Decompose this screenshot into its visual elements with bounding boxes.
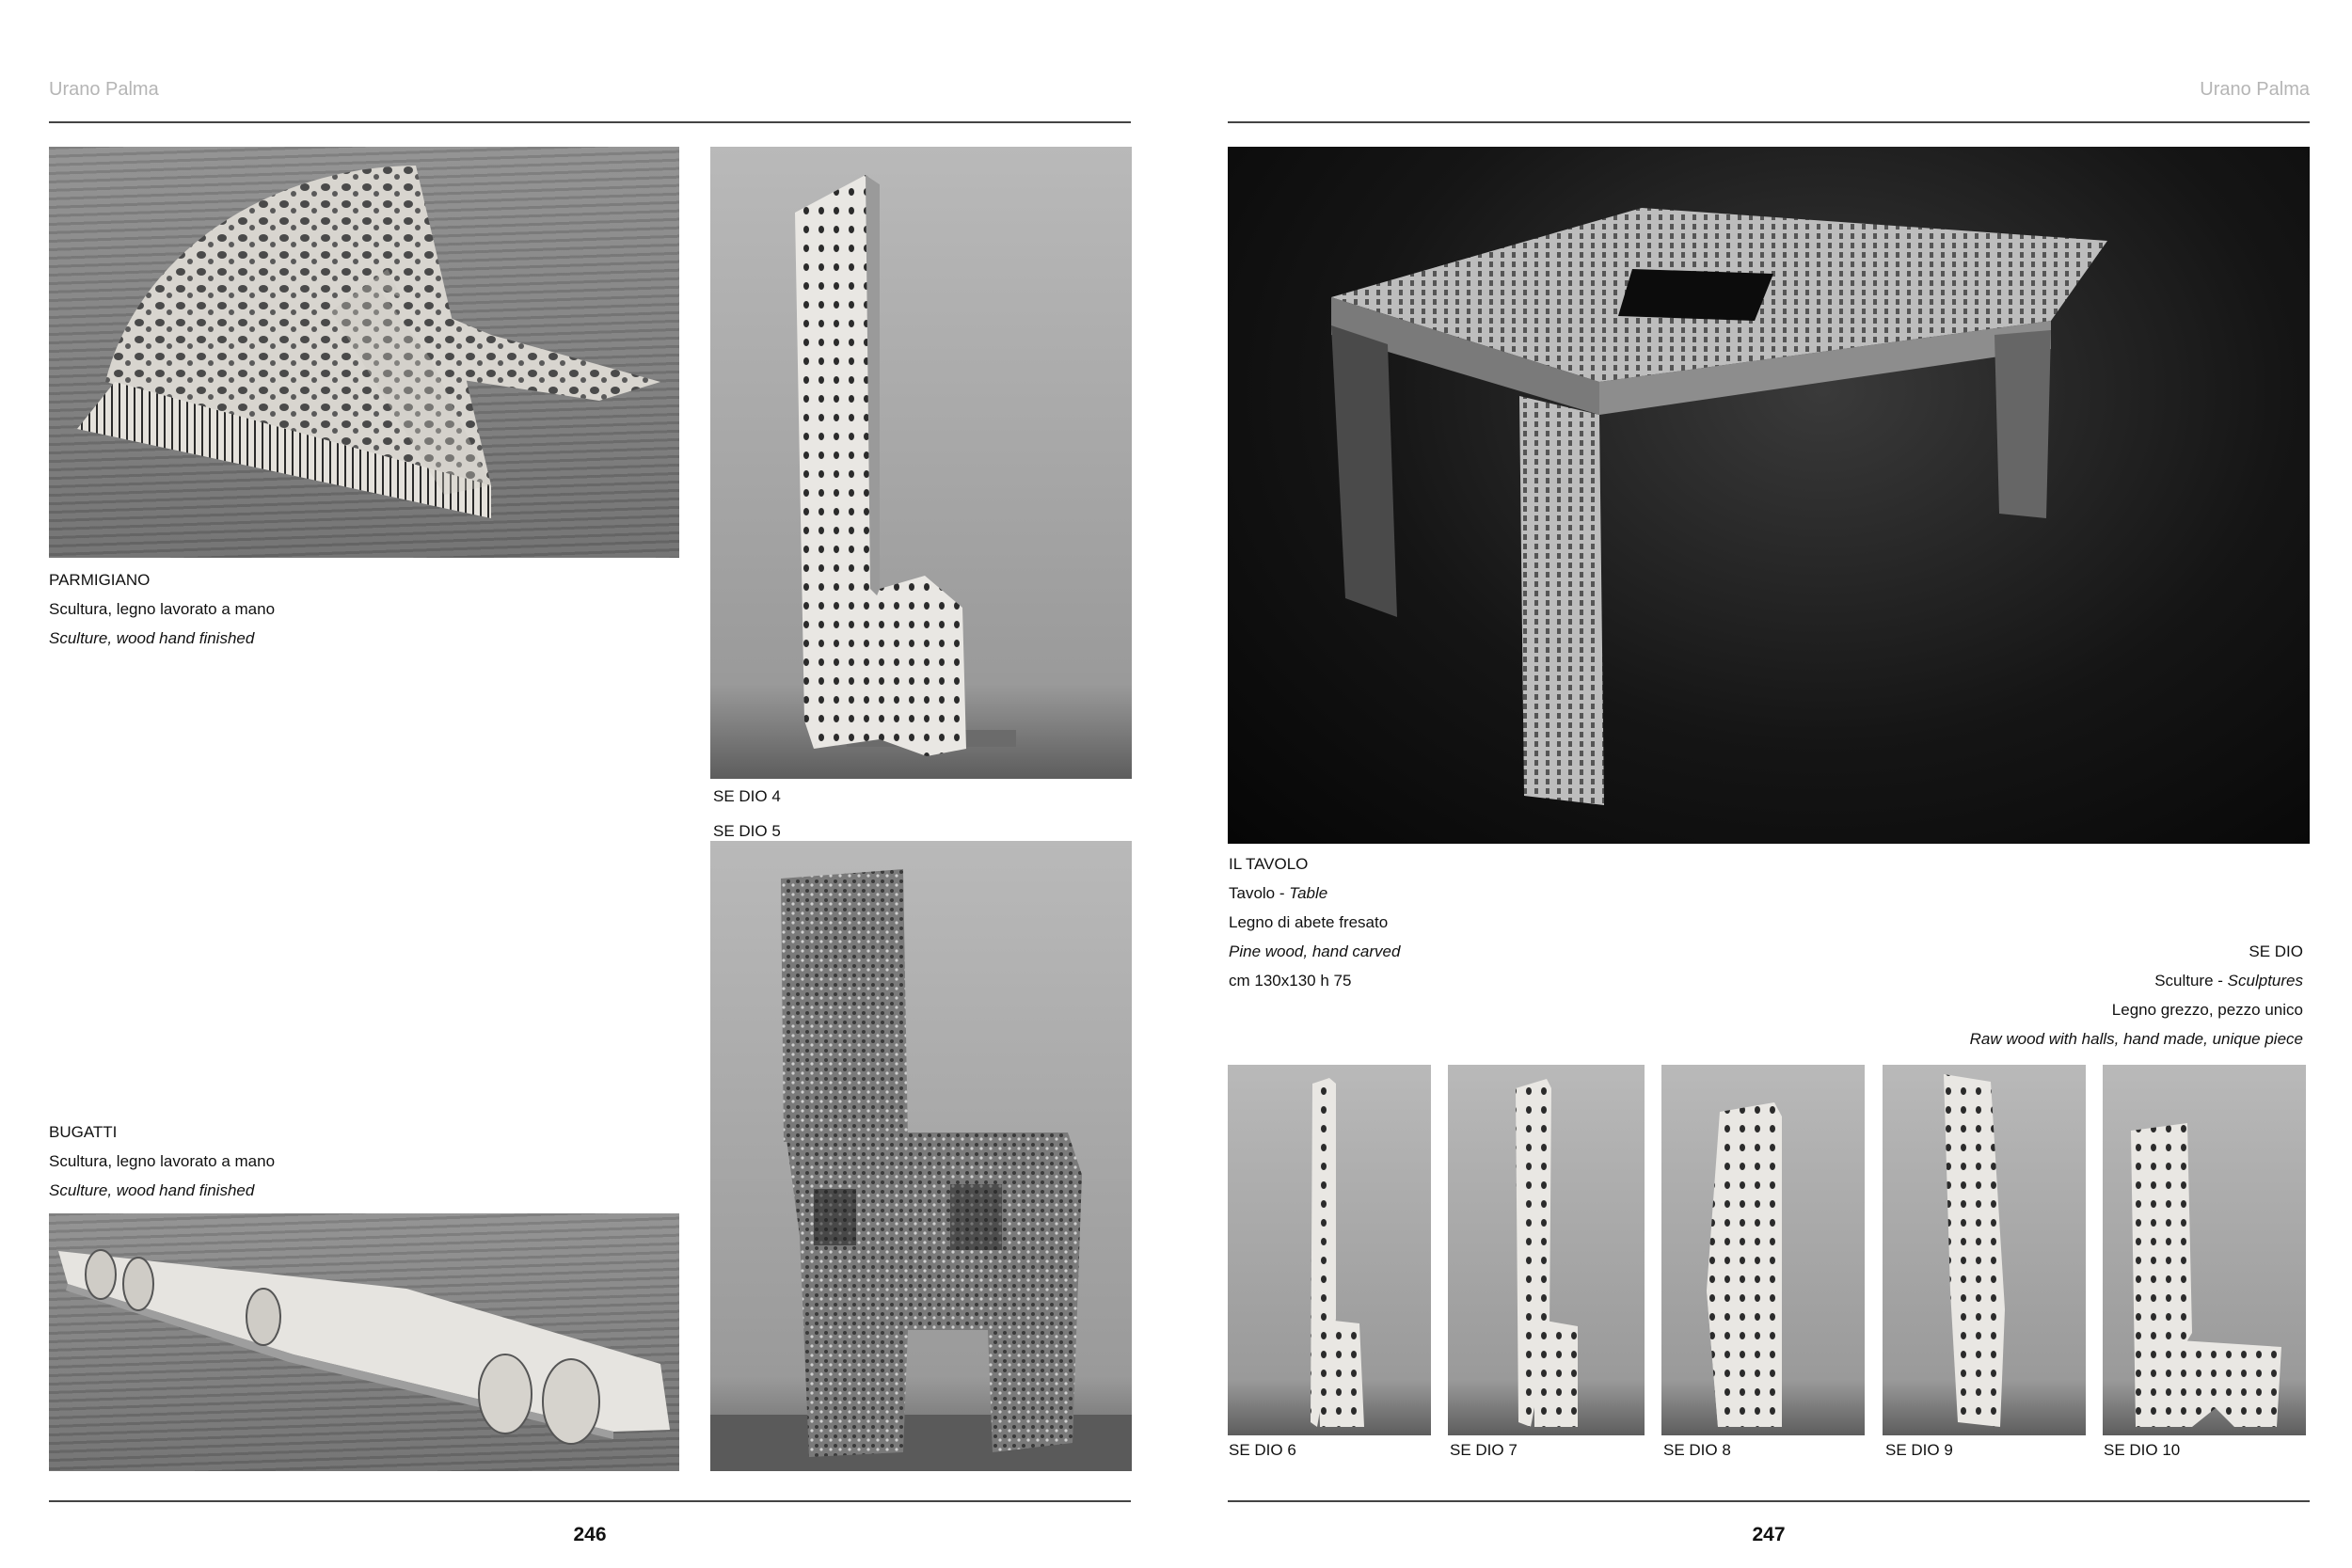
il-tavolo-photo [1228,147,2310,844]
left-page-number: 246 [573,1524,607,1545]
sedio6-photo [1228,1065,1431,1435]
il-tavolo-dimensions: cm 130x130 h 75 [1229,972,1352,990]
se-dio-caption [1970,937,2303,1053]
il-tavolo-type: Tavolo - Table [1229,884,1328,902]
parmigiano-line-en: Sculture, wood hand finished [49,629,255,647]
il-tavolo-material-it: Legno di abete fresato [1229,913,1389,931]
il-tavolo-caption [1229,849,1400,995]
sedio4-caption: SE DIO 4 [713,787,781,805]
sedio8-photo [1661,1065,1865,1435]
sedio5-caption: SE DIO 5 [713,822,781,840]
parmigiano-photo [49,147,679,558]
left-footer-rule [49,1500,1131,1502]
bugatti-caption [49,1117,679,1205]
right-running-head: Urano Palma [2200,79,2310,100]
sedio5-photo [710,841,1132,1471]
sedio8-caption: SE DIO 8 [1663,1441,1731,1459]
se-dio-material-it: Legno grezzo, pezzo unico [2111,1001,2303,1019]
il-tavolo-title: IL TAVOLO [1229,855,1309,873]
sedio7-photo [1448,1065,1645,1435]
sedio10-photo [2103,1065,2306,1435]
sedio4-photo [710,147,1132,779]
left-running-head: Urano Palma [49,79,159,100]
sedio7-caption: SE DIO 7 [1450,1441,1518,1459]
right-page-number: 247 [1752,1524,1786,1545]
bugatti-line-en: Sculture, wood hand finished [49,1181,255,1199]
right-header-rule [1228,121,2310,123]
right-footer-rule [1228,1500,2310,1502]
bugatti-title: BUGATTI [49,1123,118,1141]
se-dio-material-en: Raw wood with halls, hand made, unique piece [1969,1030,2303,1048]
sedio10-caption: SE DIO 10 [2104,1441,2181,1459]
il-tavolo-material-en: Pine wood, hand carved [1229,942,1401,960]
se-dio-type: Sculture - Sculptures [2154,972,2303,990]
bugatti-line-it: Scultura, legno lavorato a mano [49,1152,276,1170]
parmigiano-title: PARMIGIANO [49,571,151,589]
bugatti-photo [49,1213,679,1471]
sedio9-caption: SE DIO 9 [1885,1441,1953,1459]
left-header-rule [49,121,1131,123]
parmigiano-line-it: Scultura, legno lavorato a mano [49,600,276,618]
se-dio-title: SE DIO [2249,942,2303,960]
parmigiano-caption [49,565,679,653]
sedio9-photo [1883,1065,2086,1435]
sedio6-caption: SE DIO 6 [1229,1441,1296,1459]
